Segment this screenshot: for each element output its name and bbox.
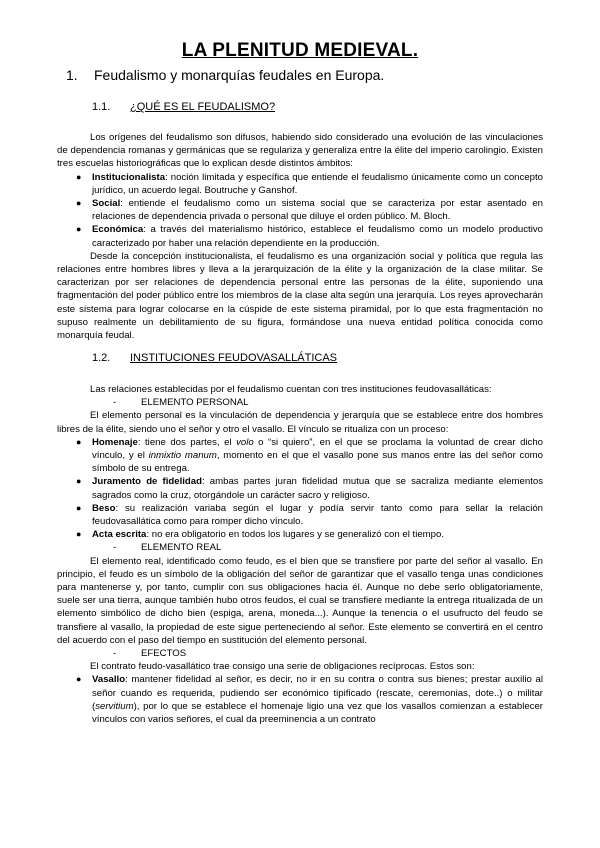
list-item-vasallo [0, 673, 600, 726]
ritual-term: Homenaje [92, 436, 138, 448]
ritual-term: Beso [92, 502, 116, 514]
subheading-text: ELEMENTO REAL [141, 542, 222, 554]
obligation-text: ), por lo que se establece el homenaje ligio una vez que los vasallos comienzan a establecer vínculos con varios señores, el cual da preeminencia a un contrato [92, 700, 543, 726]
list-item-homenaje [0, 436, 600, 476]
subheading-text: ELEMENTO PERSONAL [141, 397, 249, 409]
obligation-text: : mantener fidelidad al señor, es decir, no ir en su contra o contra sus bienes; prestar auxilio al señor cuando es requerida, pudiendo ser económico tipificado (rescate, ceremonias, dote..) o militar ( [92, 674, 543, 712]
school-term: Social [92, 198, 121, 210]
paragraph-personal: El elemento personal es la vinculación de dependencia y jerarquía que se establece entre dos hombres libres de la élite, siendo uno el señor y otro el vasallo. El vínculo se ritualiza con un proceso: [57, 410, 543, 435]
paragraph-real: El elemento real, identificado como feudo, es el bien que se transfiere por parte del señor al vasallo. En principio, el feudo es un símbolo de la obligación del señor de garantizar que el vasallo tenga unas condiciones para mantenerse y, por tanto, cumplir con sus obligaciones hacia él. Aunque no debe serlo obligatoriamente, suele ser una tierra, aunque también hubo otros feudos, el cual se transfiere mediante la entrega ritualizada de un elemento simbólico de dicho bien (espiga, arena, moneda...). Aunque la tenencia o el usufructo del feudo se transfiere al vasallo, la propiedad de este sigue perteneciendo al señor. Este elemento se convertirá en el centro del acuerdo con el paso del tiempo en sustitución del elemento personal. [57, 555, 543, 646]
school-term: Institucionalista [92, 171, 166, 183]
ritual-text: o “si quiero”, en el que se proclama la voluntad de crear dicho vínculo, y el [92, 436, 544, 462]
dash-marker: - [113, 542, 117, 554]
section-title: Feudalismo y monarquías feudales en Europa. [94, 67, 385, 83]
section-title: INSTITUCIONES FEUDOVASALLÁTICAS [130, 352, 338, 364]
ritual-text: : ambas partes juran fidelidad mutua que se sacraliza mediante elementos sagrados como la cruz, otorgándole un carácter sacro y religioso. [92, 476, 543, 501]
page-title: LA PLENITUD MEDIEVAL. [181, 40, 419, 61]
ritual-term: Acta escrita [92, 529, 147, 541]
paragraph-institutional: Desde la concepción institucionalista, el feudalismo es una organización social y política que regula las relaciones entre hombres libres y lleva a la jerarquización de la élite y la organización de la clase militar. Se caracterizan por ser relaciones de dependencia personal entre las personas de la élite, suponiendo una fragmentación del poder público entre los miembros de la clase alta según una jerarquía. Los reyes aprovecharán este sistema para lograr colocarse en la cúspide de este sistema piramidal, por lo que esta fragmentación no supuso realmente un debilitamiento de su figura, formándose una nueva entidad política conocida como monarquía feudal. [57, 250, 543, 342]
subheading-real [0, 541, 600, 554]
section-number: 1.2. [92, 352, 111, 364]
ritual-text: , momento en el que el vasallo pone sus manos entre las del señor como símbolo de su entrega. [92, 450, 543, 475]
list-item-beso [0, 502, 600, 528]
ritual-latin: volo [236, 436, 254, 448]
obligation-latin: servitium [95, 700, 134, 712]
section-heading-1-1 [92, 101, 275, 113]
school-description: : a través del materialismo histórico, establece el feudalismo como un modelo productivo caracterizado por haber una relación dependiente en la producción. [92, 224, 543, 249]
ritual-text: : tiene dos partes, el [137, 436, 237, 448]
school-description: : entiende el feudalismo como un sistema social que se caracteriza por estar asentado en relaciones de dependencia privada o personal que diluye el orden público. M. Bloch. [92, 198, 543, 223]
section-1-1-body [0, 131, 600, 342]
list-item-school [0, 197, 600, 223]
section-number: 1.1. [92, 101, 111, 113]
paragraph-institutions: Las relaciones establecidas por el feudalismo cuentan con tres instituciones feudovasalláticas: [90, 384, 492, 395]
paragraph-origins: Los orígenes del feudalismo son difusos, habiendo sido considerado una evolución de las vinculaciones de dependencia romanas y germánicas que se regulariza y generaliza entre la élite del imperio carolingio. Existen tres escuelas historiográficas que lo explican desde distintos ámbitos: [57, 132, 543, 170]
bullet-icon: ● [76, 198, 82, 209]
ritual-text: : su realización variaba según el lugar y podía servir tanto como para sellar la relación feudovasallática como para romper dicho vínculo. [92, 502, 543, 528]
bullet-icon: ● [76, 171, 82, 182]
bullet-icon: ● [76, 224, 82, 235]
bullet-icon: ● [76, 674, 82, 685]
section-1-2-body [0, 383, 600, 726]
obligation-term: Vasallo [92, 674, 126, 686]
subheading-efectos [0, 647, 600, 660]
list-item-school [0, 171, 600, 197]
subheading-text: EFECTOS [141, 648, 187, 660]
ritual-term: Juramento de fidelidad [92, 476, 202, 488]
ritual-latin: inmixtio manum [148, 450, 217, 462]
dash-marker: - [113, 648, 117, 660]
dash-marker: - [113, 397, 117, 409]
school-description: : noción limitada y específica que entiende el feudalismo únicamente como un concepto jurídico, un acuerdo legal. Boutruche y Ganshof. [92, 171, 543, 196]
section-number: 1. [66, 67, 78, 83]
list-item-juramento [0, 475, 600, 501]
list-item-acta [0, 528, 600, 541]
bullet-icon: ● [76, 476, 82, 487]
paragraph-efectos: El contrato feudo-vasallático trae consigo una serie de obligaciones recíprocas. Estos son: [90, 661, 475, 673]
section-title: ¿QUÉ ES EL FEUDALISMO? [130, 101, 276, 113]
bullet-icon: ● [76, 529, 82, 540]
school-term: Económica [92, 224, 144, 236]
section-heading-1 [66, 67, 384, 83]
bullet-icon: ● [76, 502, 82, 513]
subheading-personal [0, 396, 600, 409]
list-item-school [0, 223, 600, 249]
ritual-text: : no era obligatorio en todos los lugares y se generalizó con el tiempo. [146, 529, 444, 541]
section-heading-1-2 [92, 352, 337, 364]
bullet-icon: ● [76, 436, 82, 447]
